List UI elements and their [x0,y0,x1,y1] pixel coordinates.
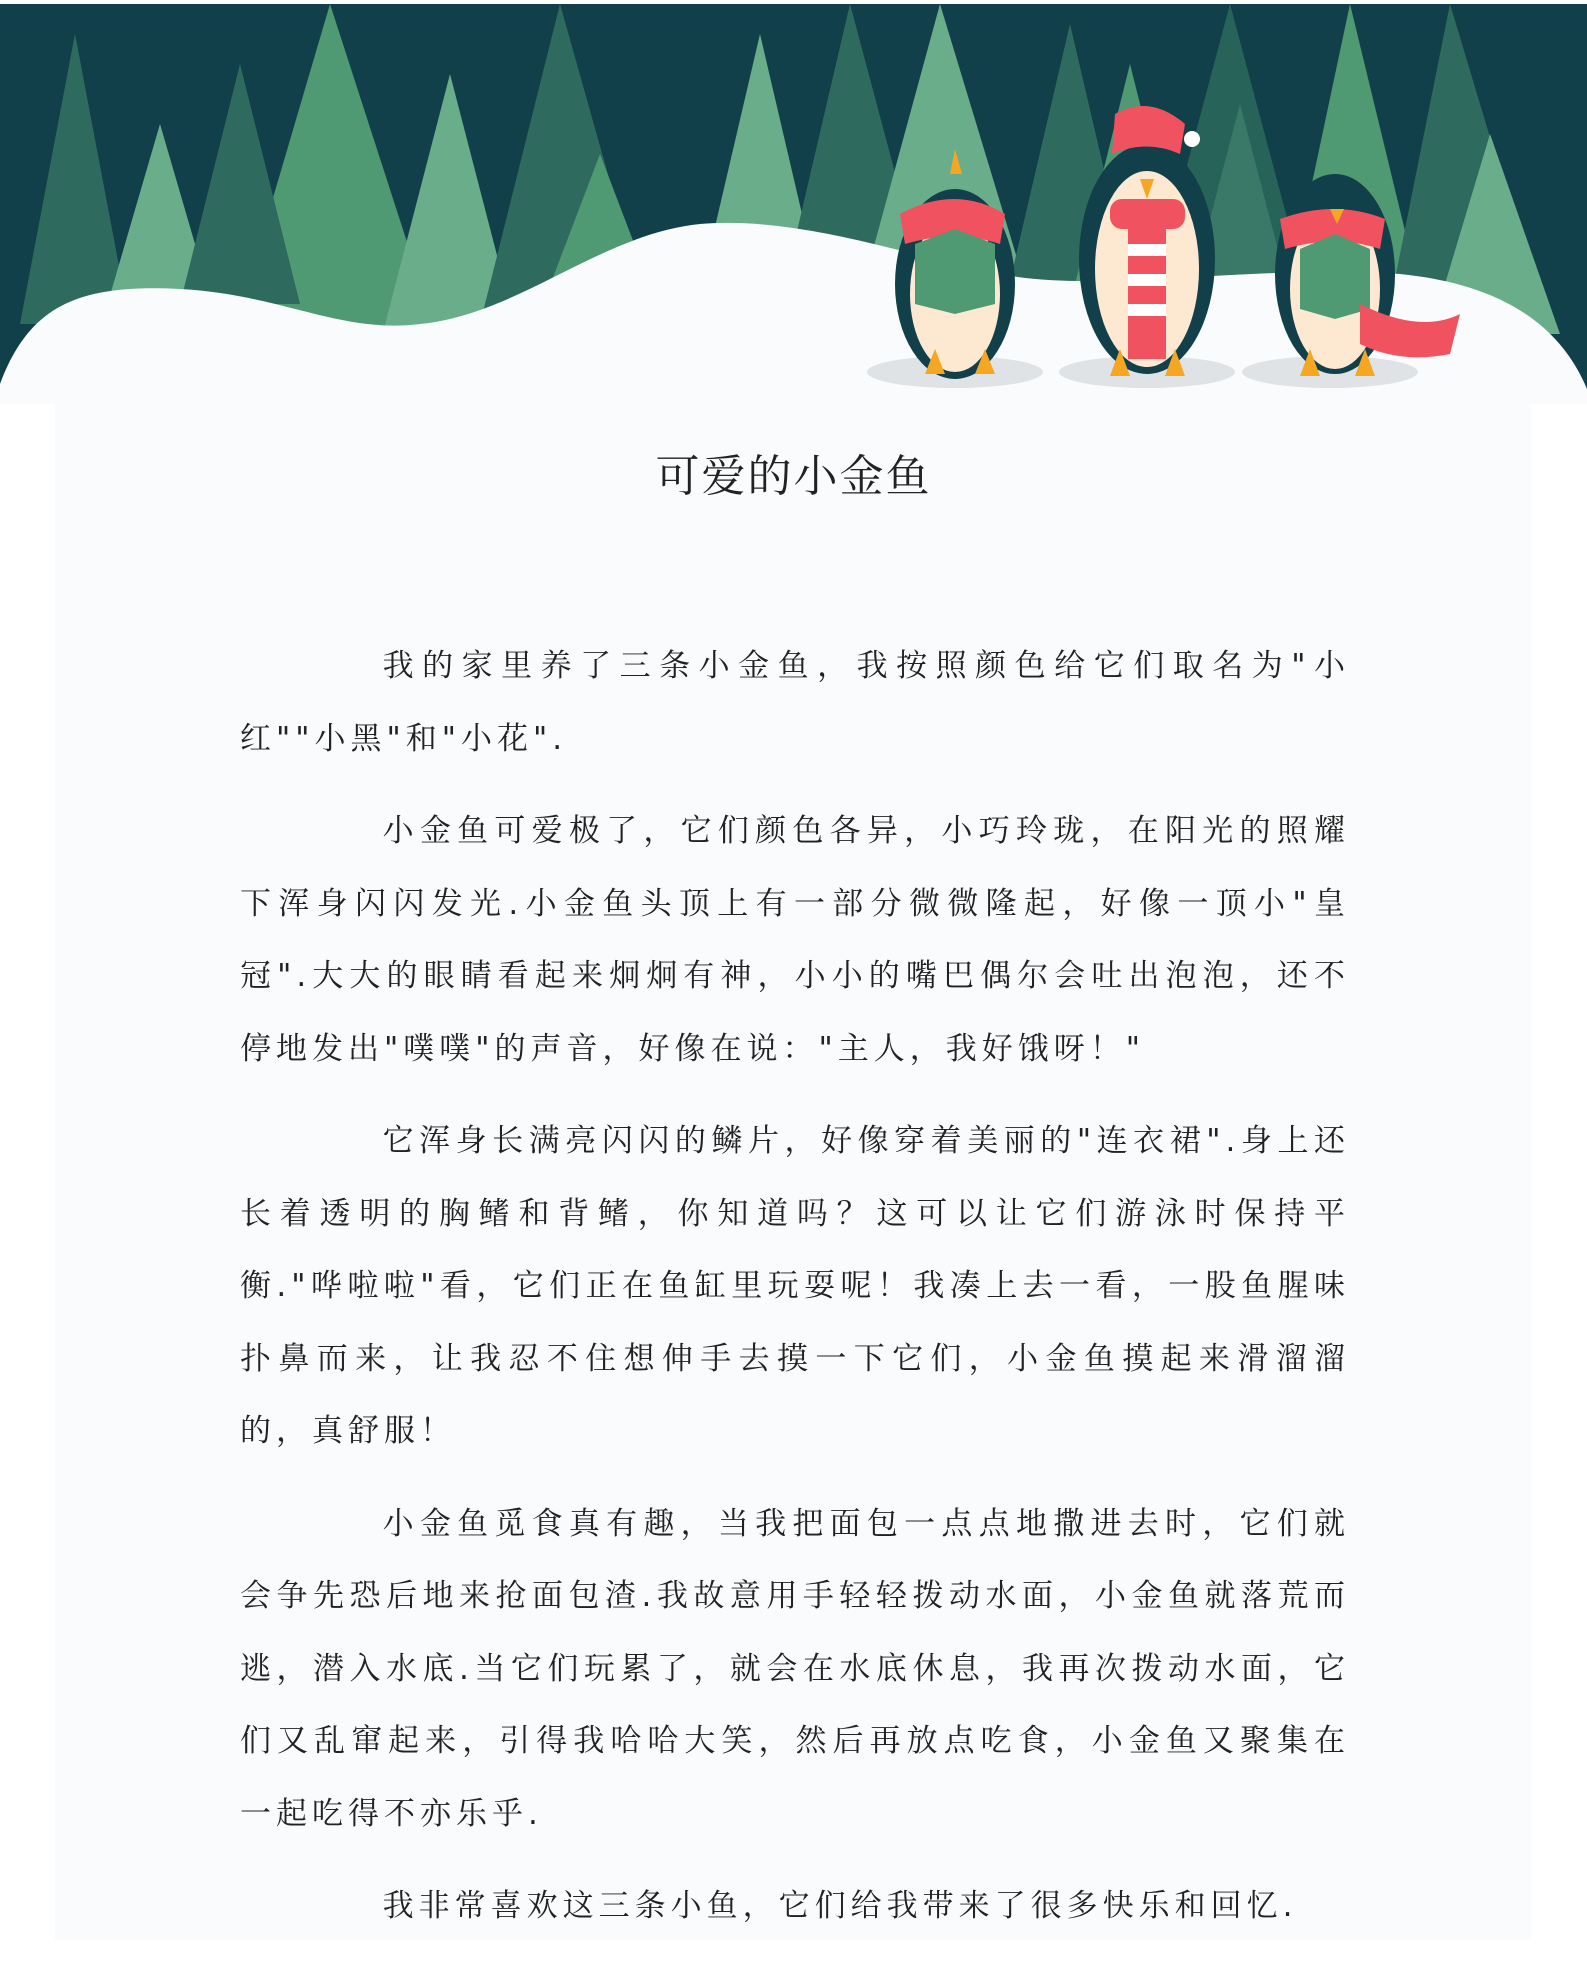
paragraph: 小金鱼觅食真有趣，当我把面包一点点地撒进去时，它们就会争先恐后地来抢面包渣.我故意用手轻轻拨动水面，小金鱼就落荒而逃，潜入水底.当它们玩累了，就会在水底休息，我再次拨动水面，它们又乱窜起来，引得我哈哈大笑，然后再放点吃食，小金鱼又聚集在一起吃得不亦乐乎. [240,1505,1350,1832]
header-illustration [0,4,1587,404]
paragraph: 它浑身长满亮闪闪的鳞片，好像穿着美丽的"连衣裙".身上还长着透明的胸鳍和背鳍，你知道吗？这可以让它们游泳时保持平衡."哗啦啦"看，它们正在鱼缸里玩耍呢！我凑上去一看，一股鱼腥味扑鼻而来，让我忍不住想伸手去摸一下它们，小金鱼摸起来滑溜溜的，真舒服！ [240,1123,1350,1449]
paragraph: 我非常喜欢这三条小鱼，它们给我带来了很多快乐和回忆. [382,1888,1298,1924]
paragraph: 我的家里养了三条小金鱼，我按照颜色给它们取名为"小红""小黑"和"小花". [240,648,1350,757]
article-body [240,630,1350,1963]
article-title: 可爱的小金鱼 [655,451,932,502]
paragraph: 小金鱼可爱极了，它们颜色各异，小巧玲珑，在阳光的照耀下浑身闪闪发光.小金鱼头顶上有一部分微微隆起，好像一顶小"皇冠".大大的眼睛看起来炯炯有神，小小的嘴巴偶尔会吐出泡泡，还不停地发出"噗噗"的声音，好像在说："主人，我好饿呀！" [240,813,1350,1067]
